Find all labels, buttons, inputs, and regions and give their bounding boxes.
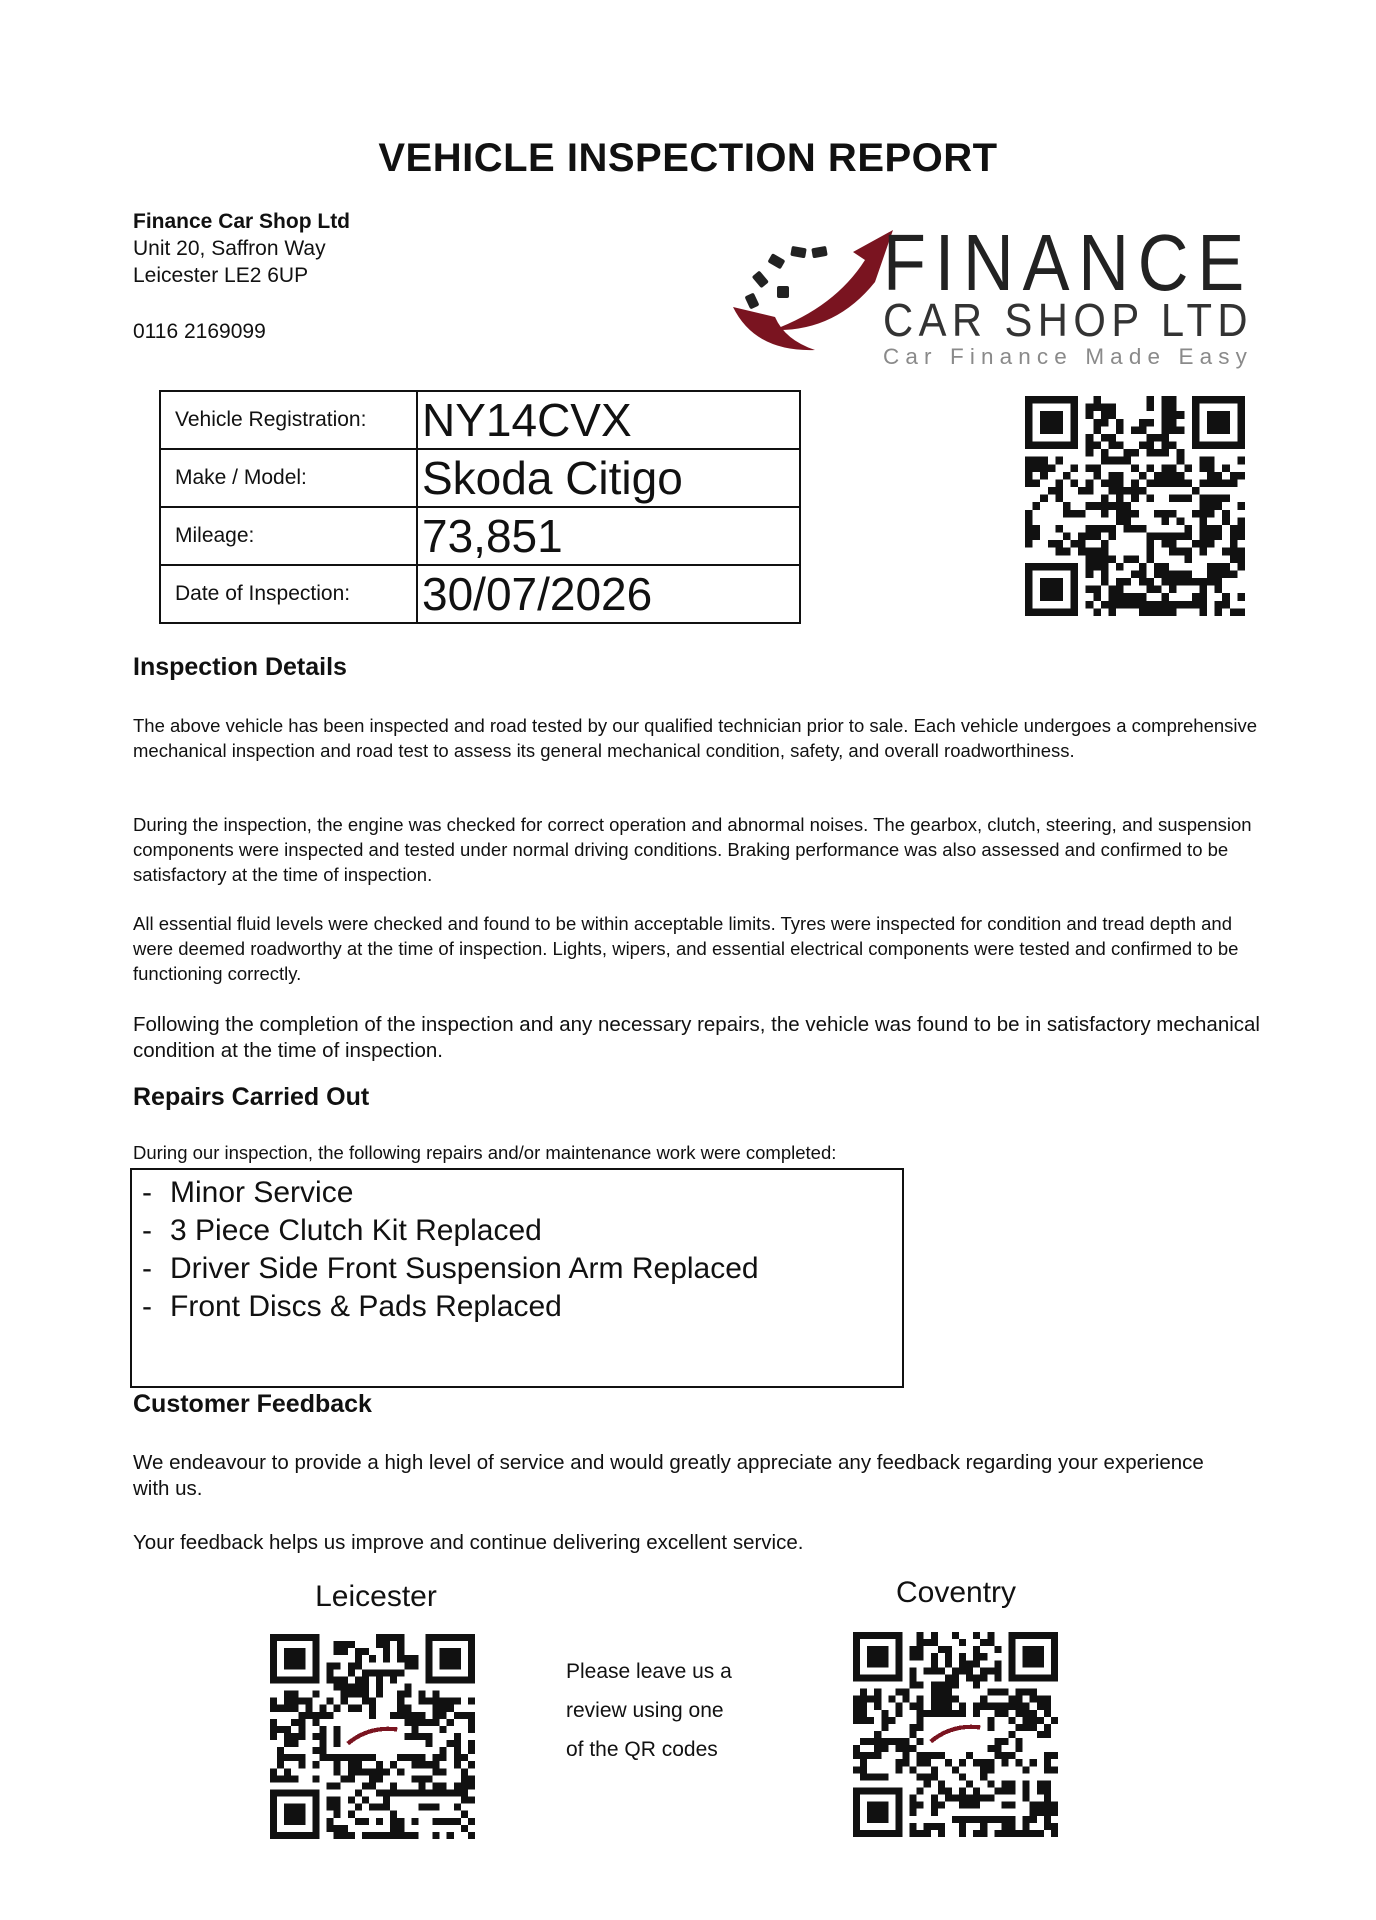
table-row: [160, 449, 800, 507]
coventry-label: Coventry: [895, 1576, 1017, 1609]
repairs-intro: During our inspection, the following repairs and/or maintenance work were completed:: [133, 1142, 837, 1163]
company-phone: 0116 2169099: [133, 320, 266, 343]
list-item: [142, 1174, 902, 1212]
inspection-date-value: 30/07/2026: [417, 565, 800, 623]
address-line-1: Unit 20, Saffron Way: [133, 237, 326, 260]
inspection-paragraph-1: The above vehicle has been inspected and road tested by our qualified technician prior to sale. Each vehicle undergoes a comprehensive mechanical inspection and road test to assess its general mechanical condition, safety, and overall roadworthiness.: [133, 715, 1258, 761]
review-note-line-1: Please leave us a: [566, 1660, 732, 1683]
table-row: [160, 565, 800, 623]
mileage-value: 73,851: [417, 507, 800, 565]
repair-item: Front Discs & Pads Replaced: [170, 1290, 562, 1323]
registration-value: NY14CVX: [417, 391, 800, 449]
qr-code-icon[interactable]: [1025, 396, 1245, 616]
make-model-value: Skoda Citigo: [417, 449, 800, 507]
company-address: [133, 208, 350, 289]
logo-line-2: CAR SHOP LTD: [883, 294, 1253, 346]
inspection-date-label: Date of Inspection:: [160, 565, 417, 623]
list-item: [142, 1250, 902, 1288]
vehicle-details-table: [159, 390, 801, 624]
bullet: -: [142, 1176, 152, 1209]
logo-line-1: FINANCE: [883, 218, 1253, 307]
bullet: -: [142, 1252, 152, 1285]
bullet: -: [142, 1290, 152, 1323]
leicester-label: Leicester: [315, 1580, 437, 1613]
repair-item: Minor Service: [170, 1176, 354, 1209]
feedback-paragraph-1: We endeavour to provide a high level of service and would greatly appreciate any feedback regarding your experience with us.: [133, 1451, 1204, 1500]
bullet: -: [142, 1214, 152, 1247]
speedometer-arrow-icon: [733, 230, 893, 350]
list-item: [142, 1212, 902, 1250]
inspection-heading: Inspection Details: [133, 653, 347, 681]
address-line-2: Leicester LE2 6UP: [133, 264, 309, 287]
inspection-paragraph-4: Following the completion of the inspection and any necessary repairs, the vehicle was found to be in satisfactory mechanical condition at the time of inspection.: [133, 1013, 1260, 1062]
repair-item: 3 Piece Clutch Kit Replaced: [170, 1214, 542, 1247]
logo-tagline: Car Finance Made Easy: [883, 344, 1253, 369]
table-row: [160, 507, 800, 565]
report-title: VEHICLE INSPECTION REPORT: [378, 136, 998, 180]
list-item: [142, 1288, 902, 1326]
mileage-label: Mileage:: [160, 507, 417, 565]
review-note-line-2: review using one: [566, 1699, 724, 1722]
review-note-line-3: of the QR codes: [566, 1738, 718, 1761]
table-row: [160, 391, 800, 449]
coventry-review-qr-icon[interactable]: [853, 1632, 1058, 1837]
repairs-list: [142, 1174, 902, 1326]
inspection-paragraph-3: All essential fluid levels were checked and found to be within acceptable limits. Tyres were inspected for condition and tread depth and were deemed roadworthy at the time of inspection. Lights, wipers, and essential electrical components were tested and confirmed to be functioning correctly.: [133, 913, 1239, 984]
leicester-review-qr-icon[interactable]: [270, 1634, 475, 1839]
repairs-list-box: [130, 1168, 904, 1388]
company-name: Finance Car Shop Ltd: [133, 210, 351, 233]
make-model-label: Make / Model:: [160, 449, 417, 507]
feedback-paragraph-2: Your feedback helps us improve and continue delivering excellent service.: [133, 1531, 804, 1554]
repair-item: Driver Side Front Suspension Arm Replaced: [170, 1252, 759, 1285]
company-logo: [725, 212, 1265, 372]
review-instructions: [566, 1652, 766, 1769]
registration-label: Vehicle Registration:: [160, 391, 417, 449]
inspection-paragraph-2: During the inspection, the engine was checked for correct operation and abnormal noises. The gearbox, clutch, steering, and suspension components were inspected and tested under normal driving conditions. Braking performance was also assessed and confirmed to be satisfactory at the time of inspection.: [133, 814, 1252, 885]
repairs-heading: Repairs Carried Out: [133, 1083, 370, 1111]
feedback-heading: Customer Feedback: [133, 1390, 372, 1418]
